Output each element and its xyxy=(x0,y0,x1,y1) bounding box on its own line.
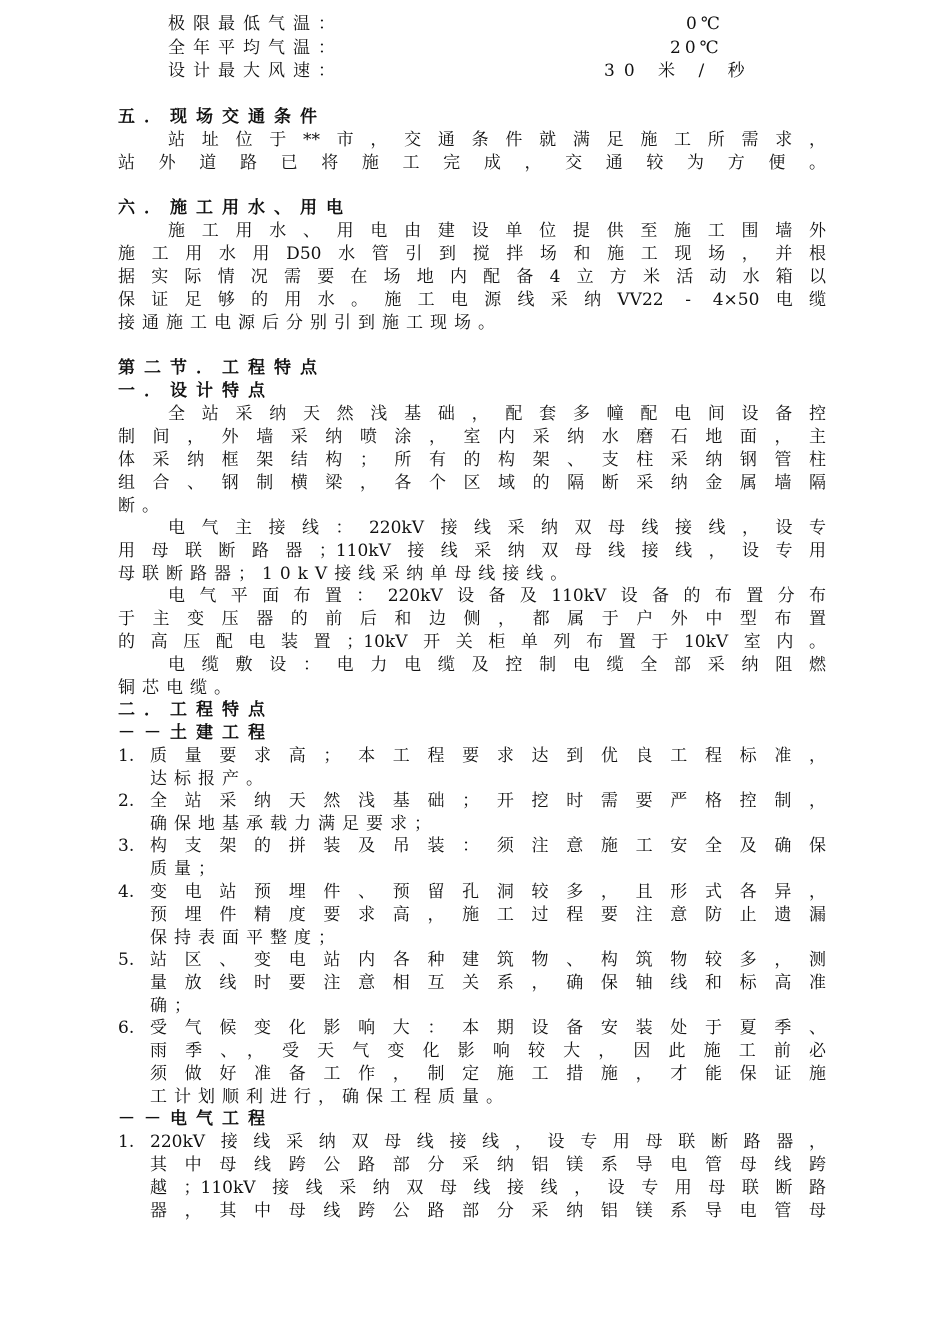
paragraph-line: 的高压配电装置；10kV开关柜单列布置于10kV室内。 xyxy=(118,632,826,652)
list-item-line: 量放线时要注意相互关系，确保轴线和标高准 xyxy=(150,973,826,993)
list-item-line: 预埋件精度要求高，施工过程要注意防止遗漏 xyxy=(150,905,826,925)
list-item-line: 确保地基承载力满足要求； xyxy=(150,814,438,834)
list-number: 1. xyxy=(118,1132,135,1152)
list-item-line: 越；110kV接线采纳双母线接线，设专用母联断路 xyxy=(150,1178,826,1198)
paragraph-line: 据实际情况需要在场地内配备4立方米活动水箱以 xyxy=(118,267,826,287)
list-item-line: 达标报产。 xyxy=(150,769,270,789)
subsection-heading-electrical: －－电气工程 xyxy=(118,1109,274,1129)
climate-label-wind: 设计最大风速： xyxy=(168,61,343,81)
list-number: 5. xyxy=(118,950,135,970)
climate-value-avg-temp: 20℃ xyxy=(670,38,723,58)
paragraph-line: 体采纳框架结构；所有的构架、支柱采纳钢管柱 xyxy=(118,450,826,470)
list-item-line: 构支架的拼装及吊装：须注意施工安全及确保 xyxy=(150,836,826,856)
list-number: 3. xyxy=(118,836,135,856)
paragraph-line: 站外道路已将施工完成，交通较为方便。 xyxy=(118,153,826,173)
paragraph-line: 施工用水、用电由建设单位提供至施工围墙外 xyxy=(168,221,826,241)
chapter-heading-project-features: 第二节．工程特点 xyxy=(118,358,326,378)
paragraph-line: 站址位于**市，交通条件就满足施工所需求， xyxy=(168,130,826,150)
section-heading-engineering-features: 二．工程特点 xyxy=(118,700,274,720)
paragraph-line: 组合、钢制横梁，各个区域的隔断采纳金属墙隔 xyxy=(118,473,826,493)
subsection-heading-civil: －－土建工程 xyxy=(118,723,274,743)
section-heading-design-features: 一．设计特点 xyxy=(118,381,274,401)
list-item-line: 确； xyxy=(150,996,198,1016)
paragraph-line: 铜芯电缆。 xyxy=(118,678,238,698)
paragraph-line: 全站采纳天然浅基础，配套多幢配电间设备控 xyxy=(168,404,826,424)
paragraph-line: 电气平面布置：220kV设备及110kV设备的布置分布 xyxy=(168,586,826,606)
list-item-line: 工计划顺利进行，确保工程质量。 xyxy=(150,1087,510,1107)
list-item-line: 变电站预埋件、预留孔洞较多，且形式各异， xyxy=(150,882,826,902)
list-item-line: 其中母线跨公路部分采纳铝镁系导电管母线跨 xyxy=(150,1155,826,1175)
list-item-line: 站区、变电站内各种建筑物、构筑物较多，测 xyxy=(150,950,826,970)
list-item-line: 保持表面平整度； xyxy=(150,928,342,948)
paragraph-line: 电缆敷设：电力电缆及控制电缆全部采纳阻燃 xyxy=(168,655,826,675)
paragraph-line: 保证足够的用水。施工电源线采纳VV22 - 4×50电缆 xyxy=(118,290,826,310)
paragraph-line: 制间，外墙采纳喷涂，室内采纳水磨石地面，主 xyxy=(118,427,826,447)
list-item-line: 器，其中母线跨公路部分采纳铝镁系导电管母 xyxy=(150,1201,826,1221)
paragraph-line: 用母联断路器；110kV接线采纳双母线接线，设专用 xyxy=(118,541,826,561)
paragraph-line: 接通施工电源后分别引到施工现场。 xyxy=(118,313,502,333)
section-heading-traffic: 五．现场交通条件 xyxy=(118,107,326,127)
section-heading-water-power: 六．施工用水、用电 xyxy=(118,198,352,218)
climate-label-avg-temp: 全年平均气温： xyxy=(168,38,343,58)
list-item-line: 雨季、，受天气变化影响较大，因此施工前必 xyxy=(150,1041,826,1061)
list-item-line: 质量要求高；本工程要求达到优良工程标准， xyxy=(150,746,826,766)
list-item-line: 220kV接线采纳双母线接线，设专用母联断路器， xyxy=(150,1132,826,1152)
climate-value-min-temp: 0℃ xyxy=(686,14,724,34)
list-item-line: 受气候变化影响大：本期设备安装处于夏季、 xyxy=(150,1018,826,1038)
paragraph-line: 断。 xyxy=(118,496,166,516)
list-number: 4. xyxy=(118,882,135,902)
list-number: 1. xyxy=(118,746,135,766)
list-item-line: 质量； xyxy=(150,859,222,879)
climate-label-min-temp: 极限最低气温： xyxy=(168,14,343,34)
paragraph-line: 施工用水用D50水管引到搅拌场和施工现场，并根 xyxy=(118,244,826,264)
list-item-line: 须做好准备工作，制定施工措施，才能保证施 xyxy=(150,1064,826,1084)
paragraph-line: 母联断路器；10kV接线采纳单母线接线。 xyxy=(118,564,575,584)
paragraph-line: 电气主接线：220kV接线采纳双母线接线，设专 xyxy=(168,518,826,538)
list-number: 6. xyxy=(118,1018,135,1038)
list-item-line: 全站采纳天然浅基础；开挖时需要严格控制， xyxy=(150,791,826,811)
paragraph-line: 于主变压器的前后和边侧，都属于户外中型布置 xyxy=(118,609,826,629)
list-number: 2. xyxy=(118,791,135,811)
climate-value-wind: 30 米 / 秒 xyxy=(604,61,754,81)
